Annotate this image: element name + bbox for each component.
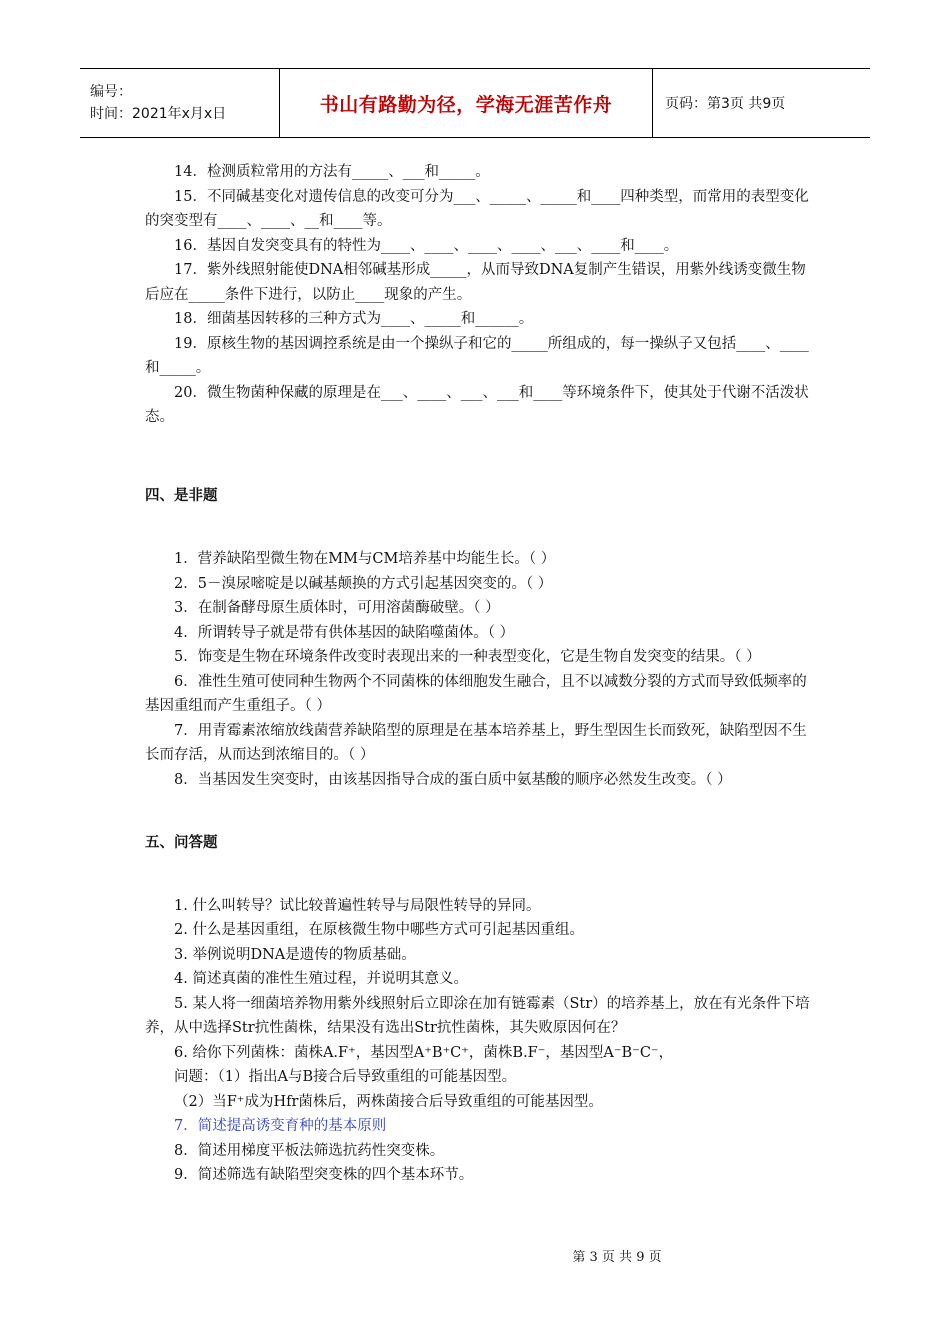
tf-item-1: 1．营养缺陷型微生物在MM与CM培养基中均能生长。（ ） xyxy=(174,551,556,567)
header-motto-cell xyxy=(280,69,653,137)
question-item-7: 7．简述提高诱变育种的基本原则 xyxy=(174,1118,387,1134)
fill-item-14: 14．检测质粒常用的方法有_____、___和_____。 xyxy=(174,164,490,180)
tf-item-4: 4．所谓转导子就是带有供体基因的缺陷噬菌体。（ ） xyxy=(174,624,515,641)
question-item-6-part1: 问题：（1）指出A与B接合后导致重组的可能基因型。 xyxy=(174,1069,517,1085)
fill-item-17: 17．紫外线照射能使DNA相邻碱基形成_____，从而导致DNA复制产生错误，用紫外线诱变微生物后应在_____条件下进行，以防止____现象的产生。 xyxy=(145,262,806,303)
question-item-4: 4. 简述真菌的准性生殖过程，并说明其意义。 xyxy=(174,971,468,987)
tf-item-2: 2．5－溴尿嘧啶是以碱基颠换的方式引起基因突变的。（ ） xyxy=(174,575,553,592)
question-item-6: 6. 给你下列菌株：菌株A.F⁺，基因型A⁺B⁺C⁺，菌株B.F⁻，基因型A⁻B⁻C⁻， xyxy=(174,1044,674,1061)
header-number: 编号： xyxy=(90,84,132,100)
page-footer xyxy=(0,1246,950,1265)
question-item-8: 8．简述用梯度平板法筛选抗药性突变株。 xyxy=(174,1142,445,1159)
question-item-6-part2: （2）当F⁺成为Hfr菌株后，两株菌接合后导致重组的可能基因型。 xyxy=(174,1093,603,1110)
header-meta xyxy=(80,69,280,137)
footer-page-text: 第 3 页 共 9 页 xyxy=(572,1250,662,1265)
tf-item-6: 6．准性生殖可使同种生物两个不同菌株的体细胞发生融合，且不以减数分裂的方式而导致低频率的基因重组而产生重组子。（ ） xyxy=(145,673,807,714)
section-title-true-false: 四、是非题 xyxy=(145,488,218,504)
document-body xyxy=(145,160,810,1188)
tf-item-3: 3．在制备酵母原生质体时，可用溶菌酶破壁。（ ） xyxy=(174,600,500,616)
fill-item-16: 16．基因自发突变具有的特性为____、____、____、____、___、____和____。 xyxy=(174,237,679,254)
header-motto: 书山有路勤为径，学海无涯苦作舟 xyxy=(319,93,613,116)
question-item-9: 9．简述筛选有缺陷型突变株的四个基本环节。 xyxy=(174,1167,474,1183)
fill-item-20: 20．微生物菌种保藏的原理是在___、____、___、___和____等环境条件下，使其处于代谢不活泼状态。 xyxy=(145,384,809,425)
tf-item-5: 5．饰变是生物在环境条件改变时表现出来的一种表型变化，它是生物自发突变的结果。（ ） xyxy=(174,649,761,665)
question-item-2: 2. 什么是基因重组，在原核微生物中哪些方式可引起基因重组。 xyxy=(174,922,584,938)
fill-item-18: 18．细菌基因转移的三种方式为____、_____和______。 xyxy=(174,311,534,327)
question-item-5: 5. 某人将一细菌培养物用紫外线照射后立即涂在加有链霉素（Str）的培养基上，放在有光条件下培养，从中选择Str抗性菌株，结果没有选出Str抗性菌株，其失败原因何在？ xyxy=(145,995,810,1036)
page-header xyxy=(80,68,870,138)
question-item-3: 3. 举例说明DNA是遗传的物质基础。 xyxy=(174,946,416,963)
fill-item-15: 15．不同碱基变化对遗传信息的改变可分为___、_____、_____和____四种类型，而常用的表型变化的突变型有____、____、__和____等。 xyxy=(145,188,809,229)
tf-item-7: 7．用青霉素浓缩放线菌营养缺陷型的原理是在基本培养基上，野生型因生长而致死，缺陷型因不生长而存活，从而达到浓缩目的。（ ） xyxy=(145,722,807,763)
section-title-questions: 五、问答题 xyxy=(145,834,218,851)
tf-item-8: 8．当基因发生突变时，由该基因指导合成的蛋白质中氨基酸的顺序必然发生改变。（ ） xyxy=(174,771,732,788)
question-item-1: 1. 什么叫转导？试比较普遍性转导与局限性转导的异同。 xyxy=(174,897,541,914)
header-page-number: 页码：第3页 共9页 xyxy=(665,96,786,112)
header-time: 时间：2021年x月x日 xyxy=(90,106,227,122)
fill-item-19: 19．原核生物的基因调控系统是由一个操纵子和它的_____所组成的，每一操纵子又包括____、____和_____。 xyxy=(145,335,809,376)
